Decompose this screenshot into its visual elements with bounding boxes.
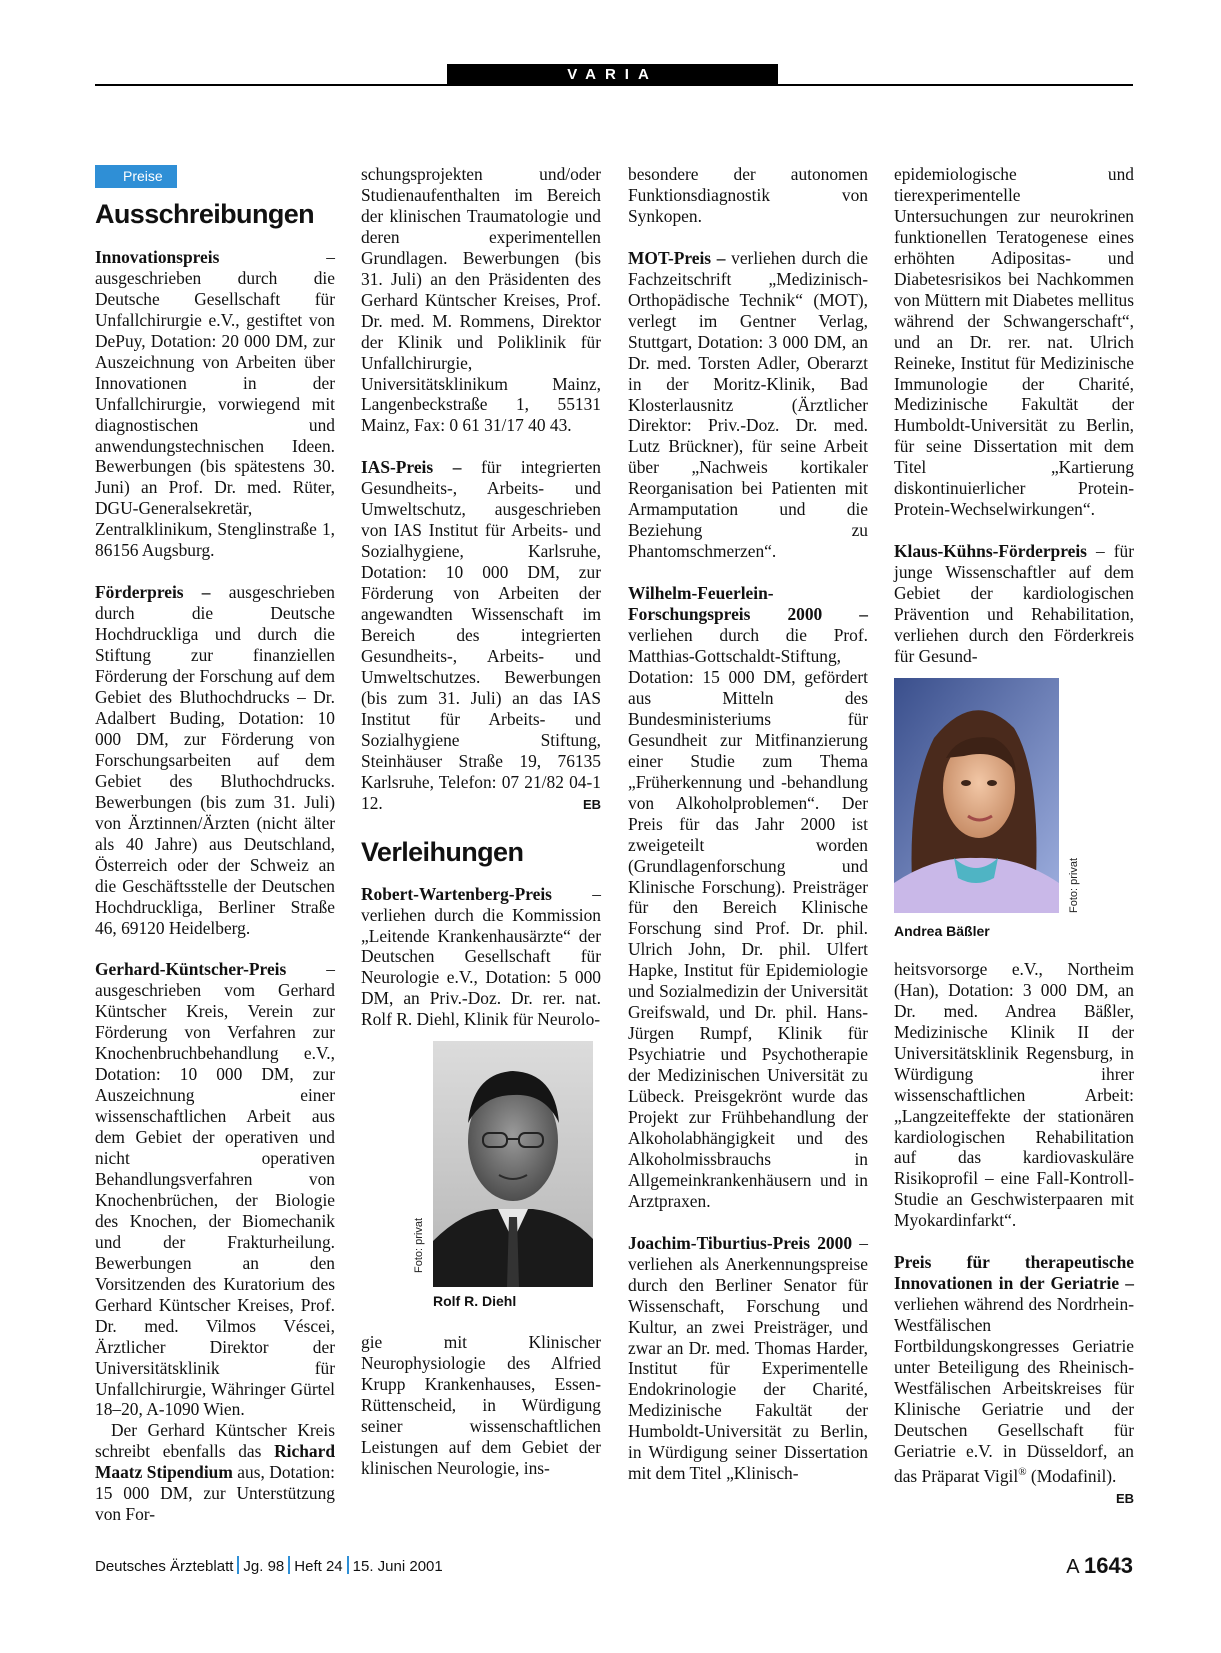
portrait-photo-baessler bbox=[894, 678, 1080, 913]
article-continuation: epidemiologische und tierexperimentelle Untersuchungen zur neurokrinen funktionellen Teratogenese eines erhöhten Adipositas- und Diabetesrisikos bei Nachkommen von Müttern mit Diabetes mellitus während der Schwangerschaft“, und an Dr. rer. nat. Ulrich Reineke, Institut für Medizinische Immunologie der Charité, Medizinische Fakultät der Humboldt-Universität zu Berlin, für seine Dissertation mit dem Titel „Kartierung diskontinuierlicher Protein-Protein-Wechselwirkungen“. bbox=[894, 164, 1134, 520]
article-text: ausgeschrieben durch die Deutsche Hochdruckliga und durch die Stiftung zur finanziellen Förderung der Forschung auf dem Gebiet des Bluthochdrucks – Dr. Adalbert Buding, Dotation: 10 000 DM, zur Förderung von Forschungsarbeiten auf dem Gebiet des Bluthochdrucks. Bewerbungen (bis zum 31. Juli) von Ärztinnen/Ärzten (nicht älter als 40 Jahre) aus Deutschland, Österreich oder der Schweiz an die Geschäftsstelle der Deutschen Hochdruckliga, Berliner Straße 46, 69120 Heidelberg. bbox=[95, 582, 335, 938]
article-text: (Modafinil). bbox=[1026, 1465, 1117, 1486]
column-2 bbox=[361, 164, 601, 1479]
article-innovationspreis bbox=[95, 247, 335, 561]
column-4 bbox=[894, 164, 1134, 1510]
photo-caption: Rolf R. Diehl bbox=[433, 1293, 517, 1310]
article-text: – ausgeschrieben durch die Deutsche Gesellschaft für Unfallchirurgie e.V., gestiftet von DePuy, Dotation: 20 000 DM, zur Auszeichnung von Arbeiten über Innovationen in der Unfallchirurgie, vorwiegend mit diagnostischen und anwendungstechnischen Ideen. Bewerbungen (bis spätestens 30. Juni) an Prof. Dr. med. Rüter, DGU-Generalsekretär, Zentralklinikum, Stenglinstraße 1, 86156 Augsburg. bbox=[95, 246, 335, 561]
award-title: Wilhelm-Feuerlein-Forschungspreis 2000 – bbox=[628, 583, 868, 625]
article-ias-preis bbox=[361, 457, 601, 813]
award-title: Gerhard-Küntscher-Preis bbox=[95, 959, 287, 980]
column-3 bbox=[628, 164, 868, 1484]
article-continuation: gie mit Klinischer Neurophysiologie des Alfried Krupp Krankenhauses, Essen-Rüttenscheid, in Würdigung seiner wissenschaftlichen Leistungen auf dem Gebiet der klinischen Neurologie, ins- bbox=[361, 1332, 601, 1478]
portrait-photo-diehl bbox=[413, 1041, 593, 1287]
award-title: Förderpreis – bbox=[95, 582, 211, 603]
journal-date: 15. Juni 2001 bbox=[352, 1558, 443, 1575]
column-1 bbox=[95, 164, 335, 1525]
heading-ausschreibungen: Ausschreibungen bbox=[95, 198, 315, 229]
award-title: Preis für therapeutische Innovationen in der Geriatrie – bbox=[894, 1252, 1134, 1294]
award-title: Robert-Wartenberg-Preis bbox=[361, 883, 552, 904]
photo-figure-baessler bbox=[894, 678, 1080, 942]
article-maatz-stipendium bbox=[95, 1420, 335, 1525]
page-footer bbox=[95, 1556, 443, 1575]
registered-mark: ® bbox=[1018, 1465, 1027, 1478]
article-text: aus, Dotation: 15 000 DM, zur Unterstützung von For- bbox=[95, 1462, 335, 1525]
article-foerderpreis bbox=[95, 582, 335, 938]
article-tiburtius-preis bbox=[628, 1233, 868, 1484]
heading-verleihungen: Verleihungen bbox=[361, 836, 524, 867]
article-text: für integrierten Gesundheits-, Arbeits- und Umweltschutz, ausgeschrieben von IAS Institut für Arbeits- und Sozialhygiene, Karlsruhe, Dotation: 10 000 DM, zur Förderung von Arbeiten der angewandten Wissenschaft im Bereich des integrierten Gesundheits-, Arbeits- und Umweltschutzes. Bewerbungen (bis zum 31. Juli) an das IAS Institut für Arbeits- und Sozialhygiene Stiftung, Steinhäuser Straße 19, 76135 Karlsruhe, Telefon: 07 21/82 04-1 12. bbox=[361, 457, 602, 813]
article-text: verliehen durch die Fachzeitschrift „Medizinisch-Orthopädische Technik“ (MOT), verlegt im Gentner Verlag, Stuttgart, Dotation: 3 000 DM, an Dr. med. Torsten Adler, Oberarzt in der Moritz-Klinik, Bad Klosterlausnitz (Ärztlicher Direktor: Priv.-Doz. Dr. med. Lutz Brückner), für seine Arbeit über „Nachweis kortikaler Reorganisation bei Patienten mit Armamputation und die Beziehung zu Phantomschmerzen“. bbox=[628, 247, 868, 562]
article-text: – verliehen als Anerkennungspreise durch den Berliner Senator für Wissenschaft, Forschung und Kultur, an zwei Preisträger, und zwar an Dr. med. Thomas Harder, Institut für Experimentelle Endokrinologie der Charité, Medizinische Fakultät der Humboldt-Universität zu Berlin, in Würdigung seiner Dissertation mit dem Titel „Klinisch- bbox=[628, 1232, 869, 1484]
award-title: IAS-Preis – bbox=[361, 457, 462, 478]
article-text: – für junge Wissenschaftler auf dem Gebiet der kardiologischen Prävention und Rehabilitation, verliehen durch den Förderkreis für Gesund- bbox=[894, 541, 1134, 666]
article-kuentscher-preis bbox=[95, 959, 335, 1420]
award-title: Joachim-Tiburtius-Preis 2000 bbox=[628, 1232, 853, 1253]
header-rule bbox=[95, 84, 1133, 86]
page-prefix: A bbox=[1066, 1556, 1079, 1578]
photo-credit: Foto: privat bbox=[413, 1218, 425, 1274]
photo-caption: Andrea Bäßler bbox=[894, 922, 990, 939]
award-title: Klaus-Kühns-Förderpreis bbox=[894, 541, 1087, 562]
award-title: MOT-Preis – bbox=[628, 247, 726, 268]
category-tag: Preise bbox=[95, 165, 177, 188]
page-number-value: 1643 bbox=[1084, 1553, 1133, 1578]
page-number bbox=[1066, 1553, 1133, 1579]
article-geriatrie-preis bbox=[894, 1252, 1134, 1506]
article-text: – ausgeschrieben vom Gerhard Küntscher Kreis, Verein zur Förderung von Verfahren zur Knochenbruchbehandlung e.V., Dotation: 10 000 DM, zur Auszeichnung einer wissenschaftlichen Arbeit aus dem Gebiet der operativen und nicht operativen Behandlungsverfahren von Knochenbrüchen, der Biologie des Knochen, der Biomechanik und der Frakturheilung. Bewerbungen an den Vorsitzenden des Kuratorium des Gerhard Küntscher Kreises, Prof. Dr. med. Vilmos Véscei, Ärztlicher Direktor der Universitätsklinik für Unfallchirurgie, Währinger Gürtel 18–20, A-1090 Wien. bbox=[95, 959, 335, 1420]
footer-separator bbox=[237, 1556, 239, 1574]
article-text: – verliehen durch die Kommission „Leitende Krankenhausärzte“ der Deutschen Gesellschaft für Neurologie e.V., Dotation: 5 000 DM, an Priv.-Doz. Dr. rer. nat. Rolf R. Diehl, Klinik für Neurolo- bbox=[361, 883, 601, 1030]
footer-separator bbox=[288, 1556, 290, 1574]
article-text: verliehen durch die Prof. Matthias-Gottschaldt-Stiftung, Dotation: 15 000 DM, gefördert aus Mitteln des Bundesministeriums für Gesundheit zur Mitfinanzierung einer Studie zum Thema „Früherkennung und -behandlung von Alkoholproblemen“. Der Preis für das Jahr 2000 ist zweigeteilt worden (Grundlagenforschung und Klinische Forschung). Preisträger für den Bereich Klinische Forschung sind Prof. Dr. phil. Ulrich John, Dr. phil. Ulfert Hapke, Institut für Epidemiologie und Sozialmedizin der Universität Greifswald, und Dr. phil. Hans-Jürgen Rumpf, Klinik für Psychiatrie und Psychotherapie der Medizinischen Universität zu Lübeck. Preisgekrönt wurde das Projekt zur Frühbehandlung der Alkoholabhängigkeit und des Alkoholmissbrauchs in Allgemeinkrankenhäusern und in Arztpraxen. bbox=[628, 625, 868, 1211]
article-continuation: besondere der autonomen Funktionsdiagnostik von Synkopen. bbox=[628, 164, 868, 226]
portrait-image bbox=[433, 1041, 593, 1287]
article-text: Der Gerhard Küntscher Kreis schreibt ebenfalls das bbox=[95, 1420, 335, 1462]
article-text: verliehen während des Nordrhein-Westfälischen Fortbildungskongresses Geriatrie unter Beteiligung des Rheinisch-Westfälischen Arbeitskreises für Klinische Geriatrie und der Deutschen Gesellschaft für Geriatrie e.V. in Düsseldorf, an das Präparat Vigil bbox=[894, 1294, 1134, 1486]
author-initials: EB bbox=[1115, 1490, 1134, 1506]
article-feuerlein-preis bbox=[628, 583, 868, 1212]
award-title: Richard Maatz Stipendium bbox=[95, 1441, 335, 1483]
article-mot-preis bbox=[628, 248, 868, 562]
article-continuation: heitsvorsorge e.V., Northeim (Han), Dotation: 3 000 DM, an Dr. med. Andrea Bäßler, Medizinische Klinik II der Universitätsklinik Regensburg, in Würdigung ihrer wissenschaftlichen Arbeit: „Langzeiteffekte der stationären kardiologischen Rehabilitation auf das kardiovaskuläre Risikoprofil – eine Fall-Kontroll-Studie an Geschwisterpaaren mit Myokardinfarkt“. bbox=[894, 958, 1134, 1231]
section-header: VARIA bbox=[447, 64, 778, 85]
article-kuehns-preis bbox=[894, 541, 1134, 667]
article-wartenberg-preis bbox=[361, 884, 601, 1031]
author-initials: EB bbox=[582, 796, 601, 812]
photo-figure-diehl bbox=[413, 1041, 593, 1312]
article-continuation: schungsprojekten und/oder Studienaufenthalten im Bereich der klinischen Traumatologie und deren experimentellen Grundlagen. Bewerbungen (bis 31. Juli) an den Präsidenten des Gerhard Küntscher Kreises, Prof. Dr. med. M. Rommens, Direktor der Klinik und Poliklinik für Unfallchirurgie, Universitätsklinikum Mainz, Langenbeckstraße 1, 55131 Mainz, Fax: 0 61 31/17 40 43. bbox=[361, 164, 601, 436]
journal-volume: Jg. 98 bbox=[243, 1558, 285, 1575]
journal-issue: Heft 24 bbox=[294, 1558, 343, 1575]
footer-separator bbox=[347, 1556, 349, 1574]
award-title: Innovationspreis bbox=[95, 246, 220, 267]
journal-name: Deutsches Ärzteblatt bbox=[95, 1558, 234, 1575]
photo-credit: Foto: privat bbox=[1068, 857, 1080, 913]
portrait-image bbox=[894, 678, 1059, 913]
